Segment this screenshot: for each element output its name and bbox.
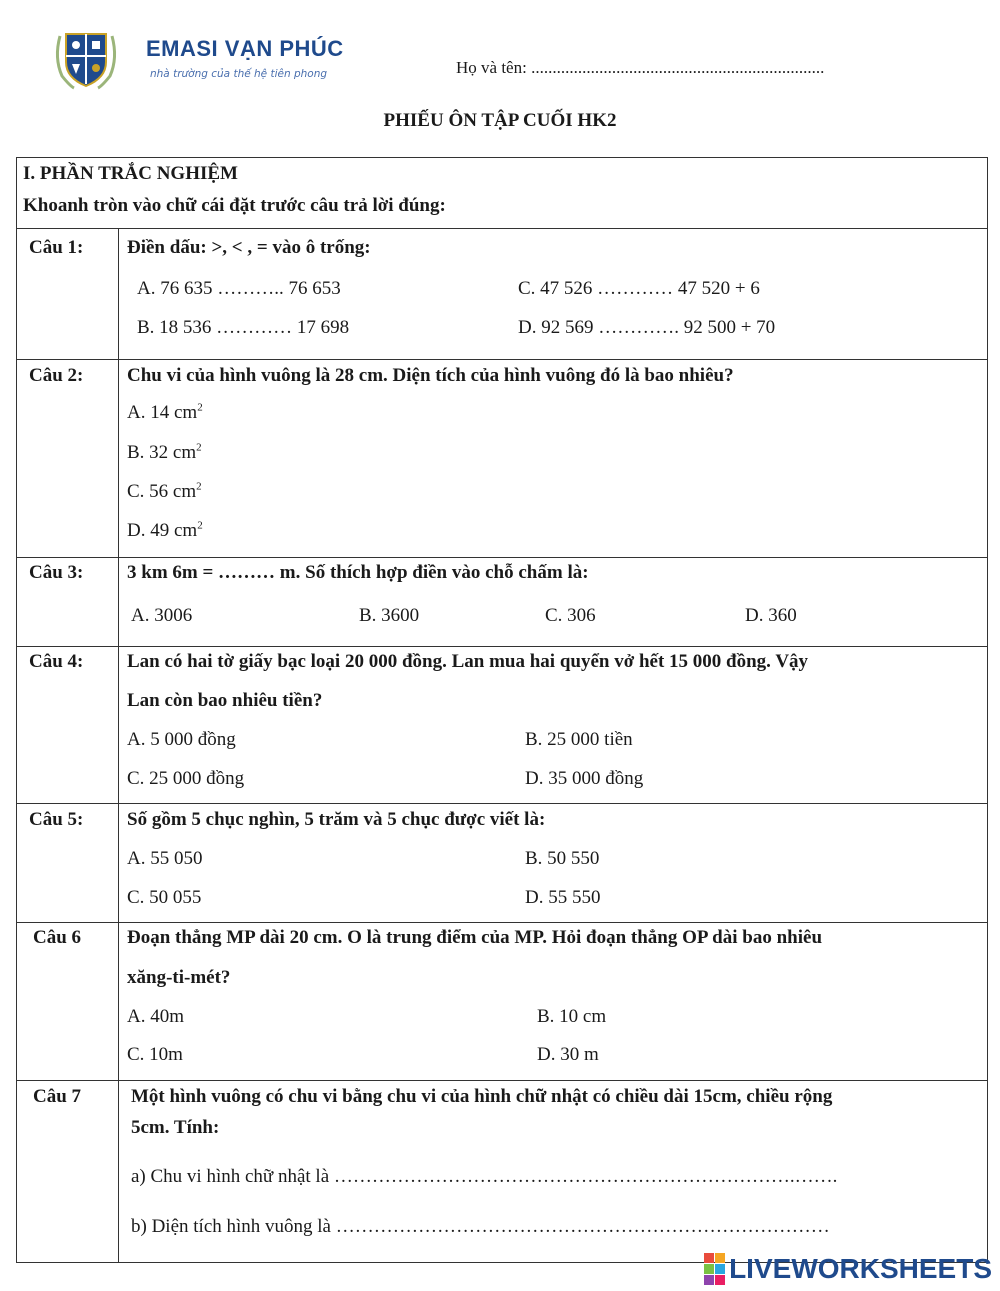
answer-option-a[interactable]: A. 3006 [131, 605, 193, 626]
student-name-field[interactable]: Họ và tên: ..................................................................... [456, 58, 825, 77]
row-divider [17, 557, 987, 558]
answer-option-b[interactable]: B. 18 536 ………… 17 698 [137, 317, 350, 338]
answer-option-b[interactable]: B. 50 550 [525, 848, 600, 869]
watermark-text: LIVEWORKSHEETS [729, 1253, 992, 1284]
school-logo-icon [50, 28, 122, 90]
question-text-cont: Lan còn bao nhiêu tiền? [127, 690, 323, 711]
answer-option-b[interactable]: B. 10 cm [537, 1006, 607, 1027]
question-label: Câu 6 [33, 927, 82, 948]
answer-option-c[interactable]: C. 56 $cm^2$ [127, 480, 202, 502]
answer-option-d[interactable]: D. 92 569 …………. 92 500 + 70 [518, 317, 776, 338]
logo-square [715, 1253, 725, 1263]
answer-option-a[interactable]: A. 76 635 ……….. 76 653 [137, 278, 341, 299]
question-label: Câu 7 [33, 1086, 82, 1107]
answer-line-b[interactable]: b) Diện tích hình vuông là …………………………………………………………………… [131, 1216, 830, 1237]
answer-option-d[interactable]: D. 360 [745, 605, 797, 626]
logo-square [704, 1264, 714, 1274]
answer-option-c[interactable]: C. 25 000 đồng [127, 768, 245, 789]
question-label: Câu 3: [29, 562, 84, 583]
question-label: Câu 2: [29, 365, 84, 386]
logo-square [704, 1275, 714, 1285]
answer-line-a[interactable]: a) Chu vi hình chữ nhật là ……………………………………………………………….……. [131, 1166, 838, 1187]
question-label: Câu 5: [29, 809, 84, 830]
question-text: Chu vi của hình vuông là 28 cm. Diện tích của hình vuông đó là bao nhiêu? [127, 365, 734, 386]
question-text-cont: xăng-ti-mét? [127, 967, 231, 988]
answer-option-a[interactable]: A. 5 000 đồng [127, 729, 236, 750]
logo-square [715, 1275, 725, 1285]
answer-option-b[interactable]: B. 25 000 tiền [525, 729, 633, 750]
liveworksheets-logo-icon [704, 1253, 725, 1285]
question-table [16, 157, 988, 1263]
answer-option-c[interactable]: C. 47 526 ………… 47 520 + 6 [518, 278, 760, 299]
question-text: Một hình vuông có chu vi bằng chu vi của hình chữ nhật có chiều dài 15cm, chiều rộng [131, 1086, 833, 1107]
row-divider [17, 646, 987, 647]
liveworksheets-watermark [704, 1253, 992, 1285]
question-text-cont: 5cm. Tính: [131, 1117, 220, 1138]
question-text: 3 km 6m = ……… m. Số thích hợp điền vào chỗ chấm là: [127, 562, 589, 583]
row-divider [17, 359, 987, 360]
question-label: Câu 4: [29, 651, 84, 672]
row-divider [17, 228, 987, 229]
school-name: EMASI VẠN PHÚC [146, 36, 344, 61]
row-divider [17, 803, 987, 804]
answer-option-a[interactable]: A. 14 $cm^2$ [127, 401, 203, 423]
question-text: Số gồm 5 chục nghìn, 5 trăm và 5 chục được viết là: [127, 809, 546, 830]
row-divider [17, 922, 987, 923]
question-text: Lan có hai tờ giấy bạc loại 20 000 đồng. Lan mua hai quyển vở hết 15 000 đồng. Vậy [127, 651, 809, 672]
school-slogan: nhà trường của thế hệ tiên phong [150, 68, 328, 80]
question-label: Câu 1: [29, 237, 84, 258]
answer-option-d[interactable]: D. 55 550 [525, 887, 601, 908]
column-divider [118, 228, 119, 1263]
answer-option-d[interactable]: D. 35 000 đồng [525, 768, 644, 789]
answer-option-c[interactable]: C. 50 055 [127, 887, 202, 908]
row-divider [17, 1080, 987, 1081]
answer-option-d[interactable]: D. 30 m [537, 1044, 599, 1065]
answer-option-d[interactable]: D. 49 $cm^2$ [127, 519, 203, 541]
section-heading: I. PHẦN TRẮC NGHIỆM [23, 163, 238, 184]
answer-option-a[interactable]: A. 40m [127, 1006, 184, 1027]
answer-option-c[interactable]: C. 306 [545, 605, 596, 626]
answer-option-b[interactable]: B. 32 $cm^2$ [127, 441, 202, 463]
answer-option-a[interactable]: A. 55 050 [127, 848, 203, 869]
question-text: Đoạn thẳng MP dài 20 cm. O là trung điểm của MP. Hỏi đoạn thẳng OP dài bao nhiêu [127, 927, 823, 948]
answer-option-c[interactable]: C. 10m [127, 1044, 183, 1065]
answer-option-b[interactable]: B. 3600 [359, 605, 420, 626]
logo-square [715, 1264, 725, 1274]
logo-square [704, 1253, 714, 1263]
question-text: Điền dấu: >, < , = vào ô trống: [127, 237, 371, 258]
section-instruction: Khoanh tròn vào chữ cái đặt trước câu trả lời đúng: [23, 195, 446, 216]
worksheet-title: PHIẾU ÔN TẬP CUỐI HK2 [383, 110, 617, 131]
